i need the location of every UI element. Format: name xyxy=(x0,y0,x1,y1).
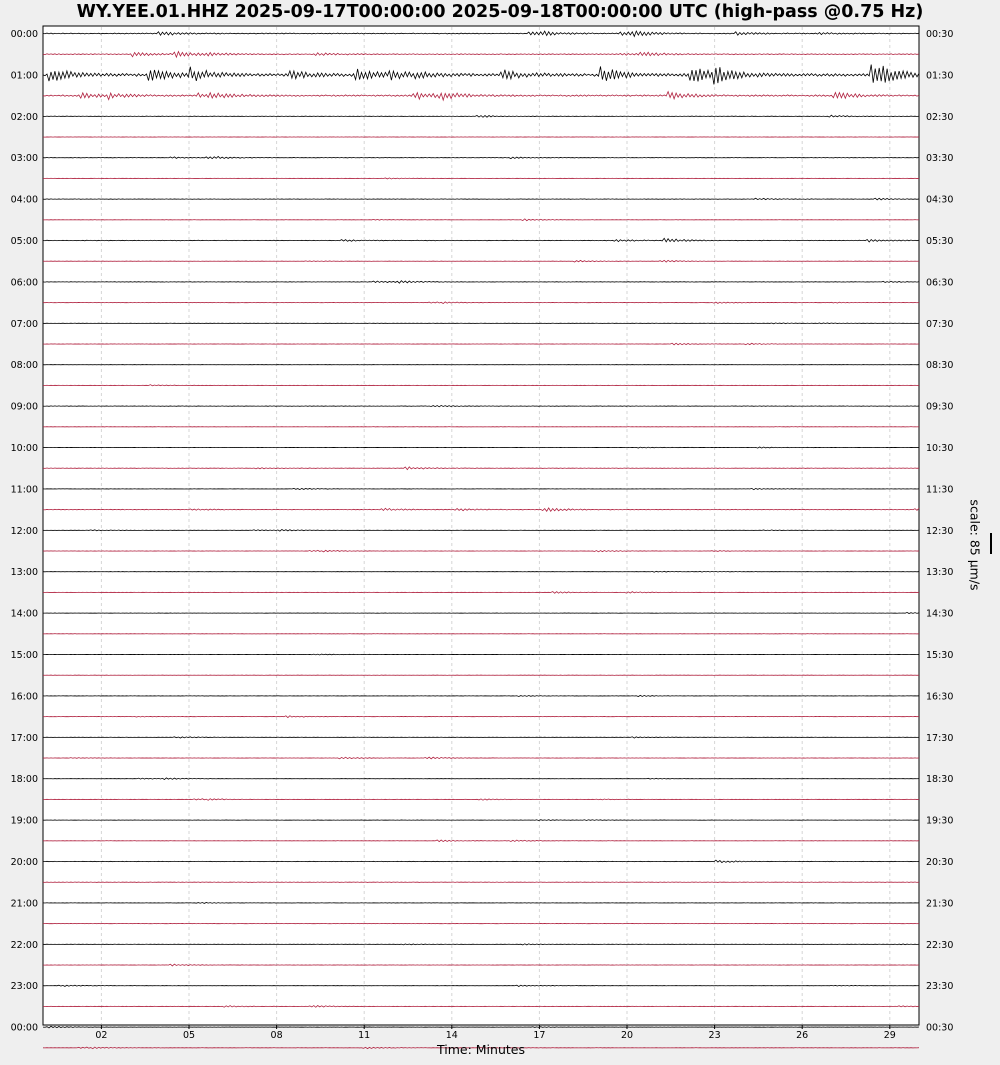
left-label-23: 23:00 xyxy=(10,981,38,993)
left-label-13: 13:00 xyxy=(10,567,38,579)
trace-row-48 xyxy=(43,1026,919,1028)
right-label-20: 20:30 xyxy=(926,857,954,868)
right-label-0: 00:30 xyxy=(926,29,954,40)
right-time-labels xyxy=(926,29,953,1034)
left-label-11: 11:00 xyxy=(10,484,38,496)
x-tick-label-08: 08 xyxy=(270,1030,283,1041)
right-label-15: 15:30 xyxy=(926,650,954,661)
right-label-22: 22:30 xyxy=(926,939,954,951)
left-label-0: 00:00 xyxy=(10,29,38,40)
right-label-23: 23:30 xyxy=(926,981,954,993)
right-label-9: 09:30 xyxy=(926,401,954,413)
right-label-24: 00:30 xyxy=(926,1022,954,1034)
left-label-1: 01:00 xyxy=(10,70,38,82)
right-label-1: 01:30 xyxy=(926,70,954,82)
right-label-12: 12:30 xyxy=(926,525,954,537)
x-tick-label-17: 17 xyxy=(533,1030,546,1041)
left-label-17: 17:00 xyxy=(10,732,38,744)
right-label-3: 03:30 xyxy=(926,153,954,165)
plot-area xyxy=(43,26,919,1025)
left-label-6: 06:00 xyxy=(10,277,38,289)
x-tick-label-26: 26 xyxy=(796,1030,809,1041)
right-label-6: 06:30 xyxy=(926,277,954,289)
left-time-labels xyxy=(11,29,38,1034)
right-label-14: 14:30 xyxy=(926,608,954,620)
right-label-11: 11:30 xyxy=(926,484,954,496)
right-label-10: 10:30 xyxy=(926,443,954,454)
x-axis-label: Time: Minutes xyxy=(437,1042,525,1057)
right-label-8: 08:30 xyxy=(926,360,954,372)
left-label-22: 22:00 xyxy=(10,939,38,951)
left-label-7: 07:00 xyxy=(10,318,38,330)
left-label-21: 21:00 xyxy=(10,898,38,910)
x-tick-label-02: 02 xyxy=(95,1030,108,1041)
right-label-4: 04:30 xyxy=(926,194,954,206)
chart-title: WY.YEE.01.HHZ 2025-09-17T00:00:00 2025-09-18T00:00:00 UTC (high-pass @0.75 Hz) xyxy=(76,2,924,22)
left-label-24: 00:00 xyxy=(10,1022,38,1034)
left-label-8: 08:00 xyxy=(10,360,38,372)
scale-label: scale: 85 μm/s xyxy=(967,499,983,591)
right-label-17: 17:30 xyxy=(926,732,954,744)
left-label-10: 10:00 xyxy=(10,443,38,454)
x-tick-label-14: 14 xyxy=(445,1030,458,1041)
right-label-16: 16:30 xyxy=(926,691,954,703)
scale-bar xyxy=(990,533,992,554)
right-label-21: 21:30 xyxy=(926,898,954,910)
x-tick-label-11: 11 xyxy=(358,1030,371,1041)
left-label-15: 15:00 xyxy=(10,650,38,661)
right-label-5: 05:30 xyxy=(926,236,954,247)
right-label-13: 13:30 xyxy=(926,567,954,579)
left-label-20: 20:00 xyxy=(10,857,38,868)
left-label-5: 05:00 xyxy=(10,236,38,247)
x-tick-label-20: 20 xyxy=(620,1030,634,1041)
left-label-14: 14:00 xyxy=(10,608,38,620)
left-label-2: 02:00 xyxy=(10,111,38,123)
x-tick-label-29: 29 xyxy=(883,1030,896,1041)
right-label-7: 07:30 xyxy=(926,318,954,330)
x-tick-label-05: 05 xyxy=(182,1030,196,1041)
right-label-19: 19:30 xyxy=(926,815,954,827)
left-label-18: 18:00 xyxy=(10,774,38,786)
x-tick-label-23: 23 xyxy=(708,1030,721,1041)
left-label-3: 03:00 xyxy=(10,153,38,165)
right-label-18: 18:30 xyxy=(926,774,954,786)
left-label-4: 04:00 xyxy=(10,194,38,206)
left-label-16: 16:00 xyxy=(10,691,38,703)
left-label-19: 19:00 xyxy=(10,815,38,827)
right-label-2: 02:30 xyxy=(926,111,954,123)
left-label-12: 12:00 xyxy=(10,525,38,537)
left-label-9: 09:00 xyxy=(10,401,38,413)
